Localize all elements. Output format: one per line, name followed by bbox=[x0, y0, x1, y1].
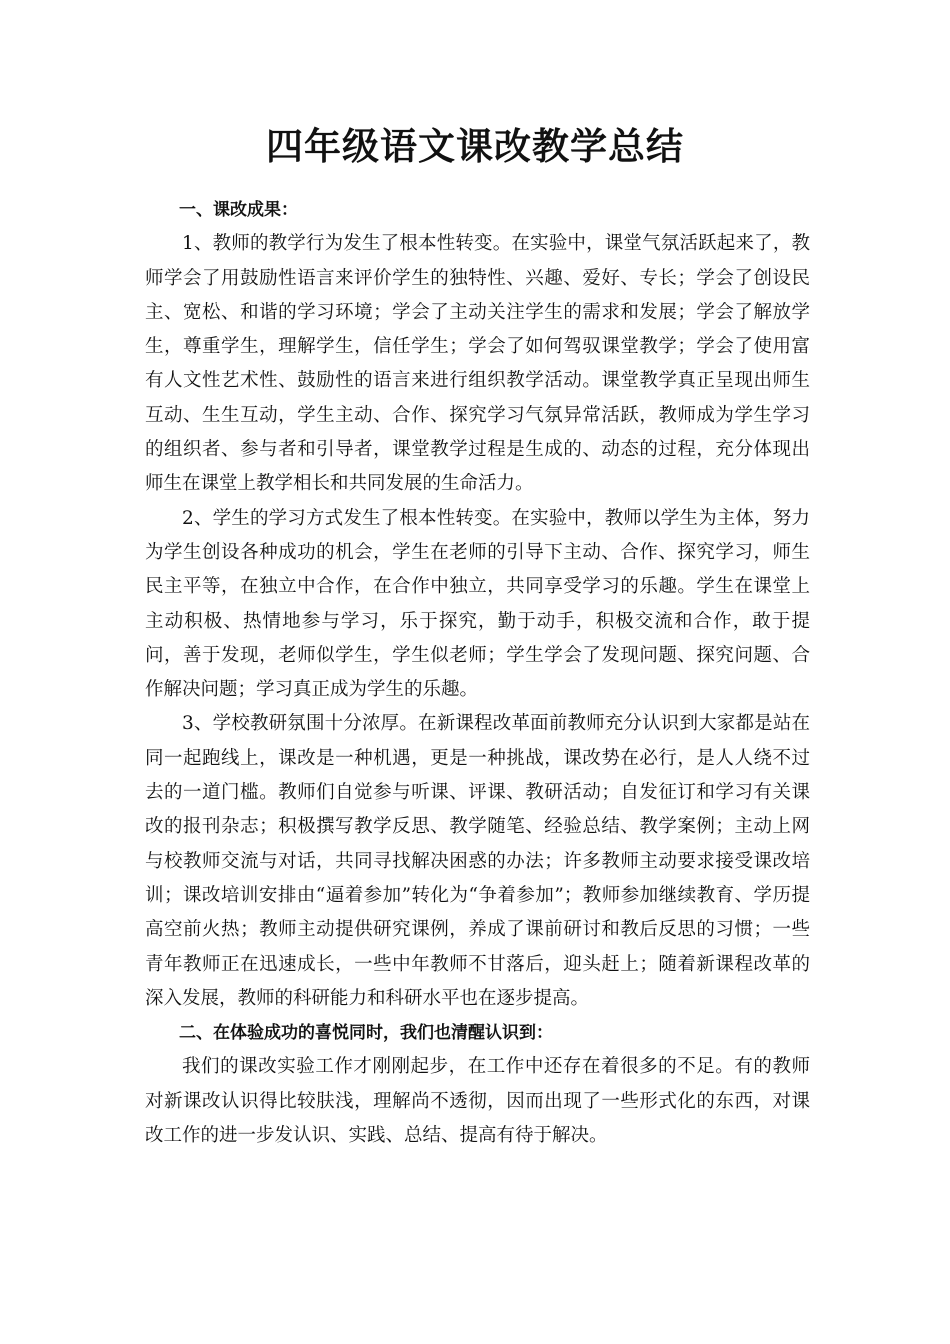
document-title: 四年级语文课改教学总结 bbox=[266, 125, 684, 168]
paragraph-school-research: 3、学校教研氛围十分浓厚。在新课程改革面前教师充分认识到大家都是站在同一起跑线上，课改是一种机遇，更是一种挑战，课改势在必行，是人人绕不过去的一道门槛。教师们自觉参与听课、评课、教研活动；自发征订和学习有关课改的报刊杂志；积极撰写教学反思、教学随笔、经验总结、教学案例；主动上网与校教师交流与对话，共同寻找解决困惑的办法；许多教师主动要求接受课改培训；课改培训安排由“逼着参加”转化为“争着参加”；教师参加继续教育、学历提高空前火热；教师主动提供研究课例，养成了课前研讨和教后反思的习惯；一些青年教师正在迅速成长，一些中年教师不甘落后，迎头赶上；随着新课程改革的深入发展，教师的科研能力和科研水平也在逐步提高。 bbox=[145, 713, 810, 1009]
paragraph-student-learning: 2、学生的学习方式发生了根本性转变。在实验中，教师以学生为主体，努力为学生创设各种成功的机会，学生在老师的引导下主动、合作、探究学习，师生民主平等，在独立中合作，在合作中独立，共同享受学习的乐趣。学生在课堂上主动积极、热情地参与学习，乐于探究，勤于动手，积极交流和合作，敢于提问，善于发现，老师似学生，学生似老师；学生学会了发现问题、探究问题、合作解决问题；学习真正成为学生的乐趣。 bbox=[145, 507, 810, 701]
section-heading-reflection: 二、在体验成功的喜悦同时，我们也清醒认识到： bbox=[179, 1023, 553, 1044]
paragraph-shortcomings: 我们的课改实验工作才刚刚起步，在工作中还存在着很多的不足。有的教师对新课改认识得比较肤浅，理解尚不透彻，因而出现了一些形式化的东西，对课改工作的进一步发认识、实践、总结、提高有待于解决。 bbox=[145, 1056, 810, 1147]
paragraph-teacher-behavior: 1、教师的教学行为发生了根本性转变。在实验中，课堂气氛活跃起来了，教师学会了用鼓励性语言来评价学生的独特性、兴趣、爱好、专长；学会了创设民主、宽松、和谐的学习环境；学会了主动关注学生的需求和发展；学会了解放学生，尊重学生，理解学生，信任学生；学会了如何驾驭课堂教学；学会了使用富有人文性艺术性、鼓励性的语言来进行组织教学活动。课堂教学真正呈现出师生互动、生生互动，学生主动、合作、探究学习气氛异常活跃，教师成为学生学习的组织者、参与者和引导者，课堂教学过程是生成的、动态的过程，充分体现出师生在课堂上教学相长和共同发展的生命活力。 bbox=[145, 233, 810, 495]
section-heading-achievements: 一、课改成果： bbox=[179, 200, 298, 220]
document-body bbox=[145, 193, 810, 1153]
